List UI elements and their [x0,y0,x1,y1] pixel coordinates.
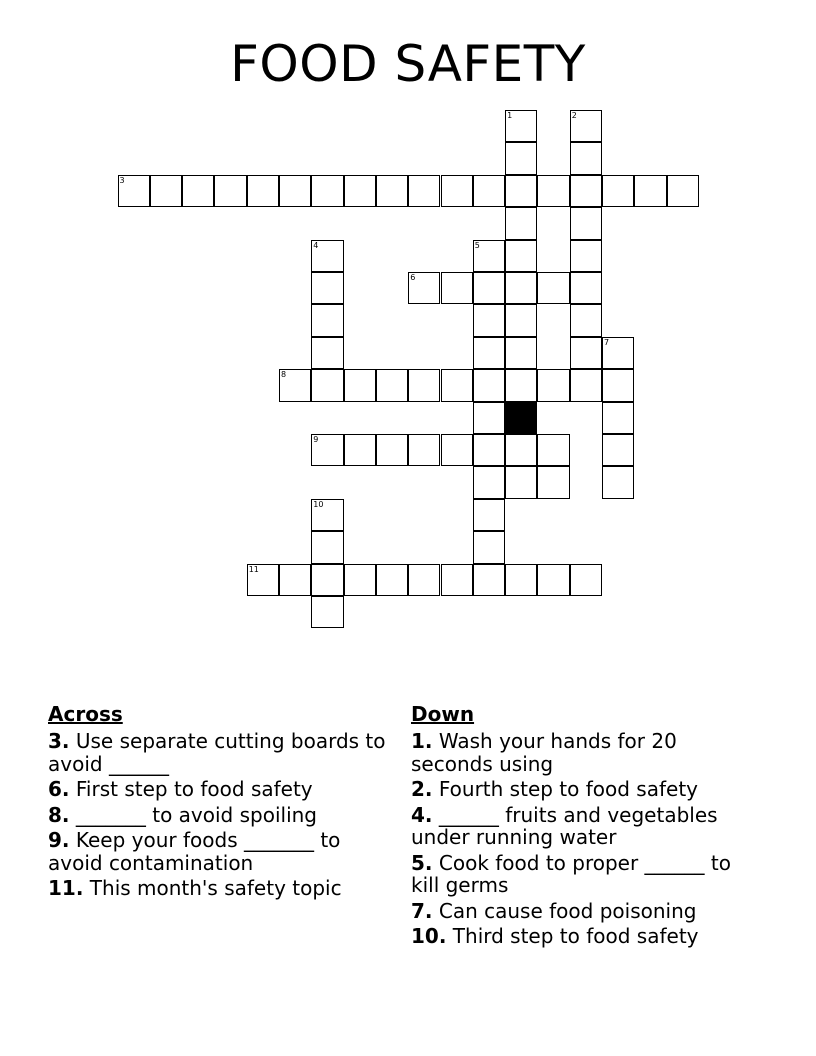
cell-number: 1 [507,111,513,120]
clue-across-11: 11. This month's safety topic [48,876,342,900]
grid-cell[interactable] [537,175,569,207]
grid-cell[interactable] [473,531,505,563]
grid-cell[interactable] [505,564,537,596]
clue-across-6: 6. First step to food safety [48,777,313,801]
grid-cell[interactable] [408,175,440,207]
grid-cell[interactable] [311,531,343,563]
clue-down-2: 2. Fourth step to food safety [411,777,698,801]
grid-cell[interactable] [537,369,569,401]
grid-cell[interactable] [311,499,343,531]
grid-cell[interactable] [570,175,602,207]
grid-cell[interactable] [311,369,343,401]
grid-cell[interactable] [214,175,246,207]
grid-cell[interactable] [570,240,602,272]
grid-cell[interactable] [473,402,505,434]
grid-cell[interactable] [602,175,634,207]
grid-cell[interactable] [505,304,537,336]
grid-cell[interactable] [441,369,473,401]
grid-cell[interactable] [311,337,343,369]
page-title: FOOD SAFETY [230,35,586,93]
grid-cell[interactable] [537,564,569,596]
grid-cell[interactable] [441,175,473,207]
grid-cell[interactable] [311,434,343,466]
grid-cell[interactable] [570,110,602,142]
grid-cell[interactable] [376,564,408,596]
clue-across-9: 9. Keep your foods _______ to avoid contamination [48,828,341,875]
grid-cell[interactable] [602,434,634,466]
grid-cell[interactable] [537,466,569,498]
grid-cell[interactable] [408,369,440,401]
clue-down-1: 1. Wash your hands for 20 seconds using [411,729,677,776]
grid-cell[interactable] [505,434,537,466]
clue-down-5: 5. Cook food to proper ______ to kill germs [411,850,731,897]
grid-cell[interactable] [441,564,473,596]
grid-cell[interactable] [570,564,602,596]
grid-cell[interactable] [344,564,376,596]
grid-cell[interactable] [150,175,182,207]
grid-cell[interactable] [570,337,602,369]
across-clues [48,702,388,903]
grid-cell[interactable] [667,175,699,207]
cell-number: 6 [410,273,416,282]
grid-cell[interactable] [473,499,505,531]
grid-cell[interactable] [311,240,343,272]
down-heading: Down [411,702,475,726]
grid-cell[interactable] [118,175,150,207]
grid-cell[interactable] [473,240,505,272]
across-heading: Across [48,702,123,726]
grid-cell[interactable] [408,564,440,596]
clue-across-8: 8. _______ to avoid spoiling [48,802,317,827]
grid-cell[interactable] [537,434,569,466]
grid-cell[interactable] [505,110,537,142]
grid-cell[interactable] [473,434,505,466]
grid-cell[interactable] [376,434,408,466]
grid-cell[interactable] [311,175,343,207]
cell-number: 11 [248,564,259,574]
clue-down-4: 4. ______ fruits and vegetables under running water [411,802,718,849]
grid-cell[interactable] [473,337,505,369]
grid-cell[interactable] [279,369,311,401]
grid-cell[interactable] [473,466,505,498]
grid-cell[interactable] [505,175,537,207]
cell-number: 8 [281,370,287,380]
grid-cell[interactable] [182,175,214,207]
grid-cell[interactable] [473,564,505,596]
grid-cell[interactable] [441,434,473,466]
grid-cell[interactable] [570,304,602,336]
grid-cell[interactable] [537,272,569,304]
grid-cell[interactable] [570,369,602,401]
black-cell [505,402,537,434]
cell-number: 10 [313,499,324,509]
grid-cell[interactable] [441,272,473,304]
grid-cell[interactable] [311,272,343,304]
grid-cell[interactable] [602,466,634,498]
grid-cell[interactable] [602,402,634,434]
down-clues [411,702,761,951]
grid-cell[interactable] [376,369,408,401]
clue-across-3: 3. Use separate cutting boards to avoid ______ [48,729,386,776]
grid-cell[interactable] [570,272,602,304]
grid-cell[interactable] [473,369,505,401]
grid-cell[interactable] [602,337,634,369]
grid-cell[interactable] [344,175,376,207]
grid-cell[interactable] [247,175,279,207]
cell-number: 2 [571,111,577,120]
grid-cell[interactable] [505,466,537,498]
cell-number: 3 [119,175,125,185]
grid-cell[interactable] [634,175,666,207]
grid-cell[interactable] [247,564,279,596]
clue-down-10: 10. Third step to food safety [411,924,699,948]
grid-cell[interactable] [505,142,537,174]
grid-cell[interactable] [408,434,440,466]
grid-cell[interactable] [505,240,537,272]
cell-number: 5 [474,240,480,250]
grid-cell[interactable] [344,434,376,466]
grid-cell[interactable] [279,175,311,207]
grid-cell[interactable] [570,142,602,174]
grid-cell[interactable] [473,272,505,304]
clue-down-7: 7. Can cause food poisoning [411,898,697,923]
grid-cell[interactable] [344,369,376,401]
cell-number: 4 [313,240,319,250]
grid-cell[interactable] [505,207,537,239]
cell-number: 9 [313,435,319,444]
grid-cell[interactable] [473,304,505,336]
grid-cell[interactable] [279,564,311,596]
grid-cell[interactable] [311,596,343,628]
cell-number: 7 [604,337,610,347]
grid-cell[interactable] [408,272,440,304]
grid-cell[interactable] [473,175,505,207]
grid-cell[interactable] [505,272,537,304]
grid-cell[interactable] [311,564,343,596]
grid-cell[interactable] [505,369,537,401]
grid-cell[interactable] [505,337,537,369]
grid-cell[interactable] [570,207,602,239]
grid-cell[interactable] [376,175,408,207]
grid-cell[interactable] [602,369,634,401]
grid-cell[interactable] [311,304,343,336]
